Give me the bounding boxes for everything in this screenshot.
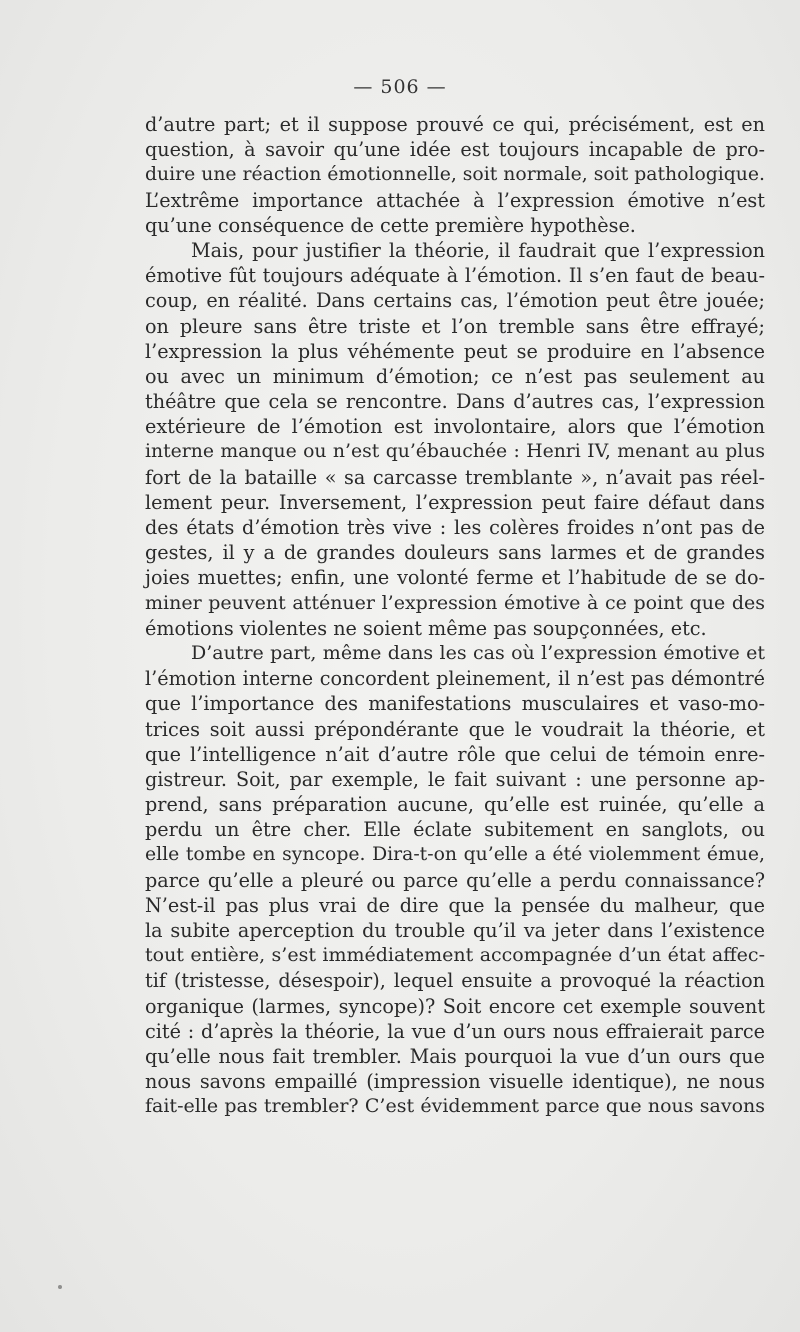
text-line: ou avec un minimum d’émotion; ce n’est pas seulement au: [145, 364, 765, 388]
text-line: question, à savoir qu’une idée est toujours incapable de pro-: [145, 138, 765, 162]
text-line: cité : d’après la théorie, la vue d’un ours nous effraierait parce: [145, 1019, 765, 1043]
text-line: qu’elle nous fait trembler. Mais pourquoi la vue d’un ours que: [145, 1044, 765, 1068]
text-line: l’expression la plus véhémente peut se produire en l’absence: [145, 339, 765, 363]
text-line: trices soit aussi prépondérante que le voudrait la théorie, et: [145, 717, 765, 741]
text-line: gistreur. Soit, par exemple, le fait suivant : une personne ap-: [145, 767, 765, 791]
text-line: miner peuvent atténuer l’expression émotive à ce point que des: [145, 591, 765, 614]
text-line: émotions violentes ne soient même pas soupçonnées, etc.: [145, 616, 707, 640]
text-line: elle tombe en syncope. Dira-t-on qu’elle a été violemment émue,: [145, 844, 765, 866]
text-line: tout entière, s’est immédiatement accompagnée d’un état affec-: [145, 944, 765, 967]
text-line: coup, en réalité. Dans certains cas, l’émotion peut être jouée;: [145, 289, 765, 313]
text-line: la subite aperception du trouble qu’il va jeter dans l’existence: [145, 919, 765, 942]
text-line: parce qu’elle a pleuré ou parce qu’elle a perdu connaissance?: [145, 868, 765, 892]
page-number: — 506 —: [353, 76, 447, 98]
text-line: des états d’émotion très vive : les colères froides n’ont pas de: [145, 516, 765, 539]
body-text: [145, 112, 765, 1120]
text-line: l’émotion interne concordent pleinement, il n’est pas démontré: [145, 667, 765, 691]
text-line: N’est-il pas plus vrai de dire que la pensée du malheur, que: [145, 893, 765, 917]
text-line: interne manque ou n’est qu’ébauchée : Henri IV, menant au plus: [145, 441, 765, 463]
text-line: fort de la bataille « sa carcasse tremblante », n’avait pas réel-: [145, 465, 765, 489]
text-line: théâtre que cela se rencontre. Dans d’autres cas, l’expression: [145, 390, 765, 414]
text-line: gestes, il y a de grandes douleurs sans larmes et de grandes: [145, 541, 765, 565]
text-line: fait-elle pas trembler? C’est évidemment parce que nous savons: [145, 1095, 765, 1118]
text-line: prend, sans préparation aucune, qu’elle est ruinée, qu’elle a: [145, 793, 765, 817]
text-line: Mais, pour justifier la théorie, il faudrait que l’expression: [191, 238, 765, 262]
text-line: L’extrême importance attachée à l’expression émotive n’est: [145, 188, 765, 212]
text-line: perdu un être cher. Elle éclate subitement en sanglots, ou: [145, 818, 765, 842]
text-line: extérieure de l’émotion est involontaire, alors que l’émotion: [145, 415, 765, 439]
text-line: que l’intelligence n’ait d’autre rôle que celui de témoin enre-: [145, 742, 765, 766]
text-line: qu’une conséquence de cette première hypothèse.: [145, 213, 636, 237]
text-line: tif (tristesse, désespoir), lequel ensuite a provoqué la réaction: [145, 969, 765, 993]
text-line: duire une réaction émotionnelle, soit normale, soit pathologique.: [145, 164, 765, 186]
paper-speck: [58, 1285, 62, 1289]
text-line: on pleure sans être triste et l’on tremble sans être effrayé;: [145, 314, 765, 338]
text-line: émotive fût toujours adéquate à l’émotion. Il s’en faut de beau-: [145, 264, 765, 288]
text-line: joies muettes; enfin, une volonté ferme et l’habitude de se do-: [145, 566, 765, 590]
text-line: organique (larmes, syncope)? Soit encore cet exemple souvent: [145, 994, 765, 1018]
text-line: d’autre part; et il suppose prouvé ce qui, précisément, est en: [145, 113, 765, 136]
text-line: que l’importance des manifestations musculaires et vaso-mo-: [145, 692, 765, 716]
text-line: D’autre part, même dans les cas où l’expression émotive et: [191, 641, 765, 664]
text-line: nous savons empaillé (impression visuelle identique), ne nous: [145, 1070, 765, 1094]
text-line: lement peur. Inversement, l’expression peut faire défaut dans: [145, 490, 765, 514]
